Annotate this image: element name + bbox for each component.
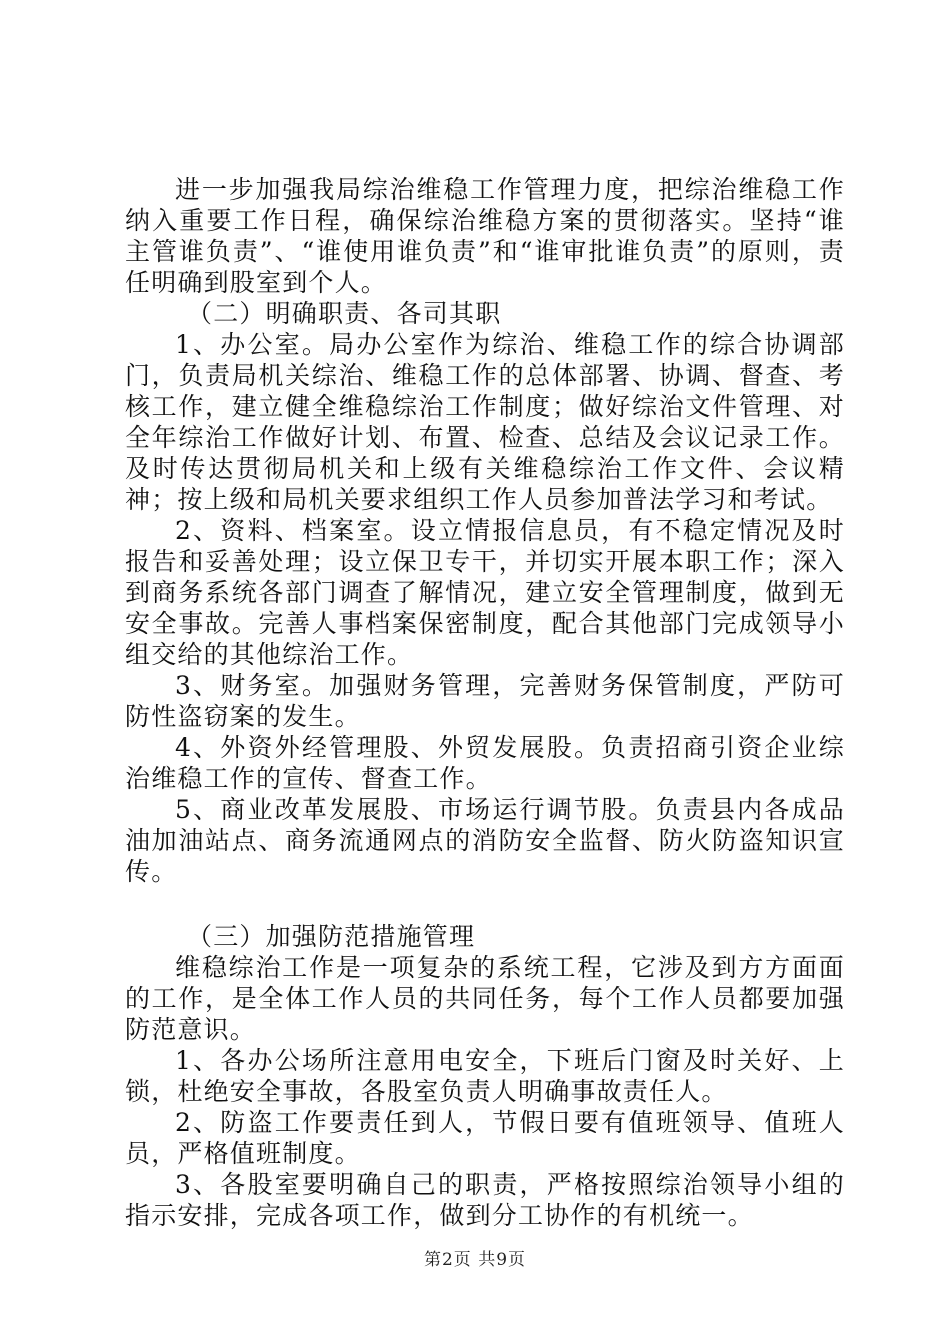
paragraph-finance: 3、财务室。加强财务管理，完善财务保管制度，严防可防性盗窃案的发生。 xyxy=(125,671,845,731)
paragraph-office: 1、办公室。局办公室作为综治、维稳工作的综合协调部门，负责局机关综治、维稳工作的总体部署、协调、督查、考核工作，建立健全维稳综治工作制度；做好综治文件管理、对全年综治工作做好计划、布置、检查、总结及会议记录工作。及时传达贯彻局机关和上级有关维稳综治工作文件、会议精神；按上级和局机关要求组织工作人员参加普法学习和考试。 xyxy=(125,330,845,514)
section-heading-3: （三）加强防范措施管理 xyxy=(187,922,476,951)
section-gap xyxy=(125,887,845,921)
paragraph-commerce: 5、商业改革发展股、市场运行调节股。负责县内各成品油加油站点、商务流通网点的消防安全监督、防火防盗知识宣传。 xyxy=(125,795,845,886)
section-heading-2: （二）明确职责、各司其职 xyxy=(187,299,502,328)
paragraph-archives: 2、资料、档案室。设立情报信息员，有不稳定情况及时报告和妥善处理；设立保卫专干，并切实开展本职工作；深入到商务系统各部门调查了解情况，建立安全管理制度，做到无安全事故。完善人事档案保密制度，配合其他部门完成领导小组交给的其他综治工作。 xyxy=(125,516,845,669)
document-body xyxy=(125,174,845,1231)
paragraph-foreign-trade: 4、外资外经管理股、外贸发展股。负责招商引资企业综治维稳工作的宣传、督查工作。 xyxy=(125,733,845,793)
paragraph-anti-theft: 2、防盗工作要责任到人，节假日要有值班领导、值班人员，严格值班制度。 xyxy=(125,1108,845,1168)
paragraph-electric-safety: 1、各办公场所注意用电安全，下班后门窗及时关好、上锁，杜绝安全事故，各股室负责人明确事故责任人。 xyxy=(125,1046,845,1106)
paragraph-prevention-intro: 维稳综治工作是一项复杂的系统工程，它涉及到方方面面的工作，是全体工作人员的共同任务，每个工作人员都要加强防范意识。 xyxy=(125,953,845,1044)
page-number-footer: 第2页 共9页 xyxy=(423,1250,527,1270)
paragraph-intro: 进一步加强我局综治维稳工作管理力度，把综治维稳工作纳入重要工作日程，确保综治维稳方案的贯彻落实。坚持“谁主管谁负责”、“谁使用谁负责”和“谁审批谁负责”的原则，责任明确到股室到个人。 xyxy=(125,175,845,297)
paragraph-duties: 3、各股室要明确自己的职责，严格按照综治领导小组的指示安排，完成各项工作，做到分工协作的有机统一。 xyxy=(125,1170,845,1230)
